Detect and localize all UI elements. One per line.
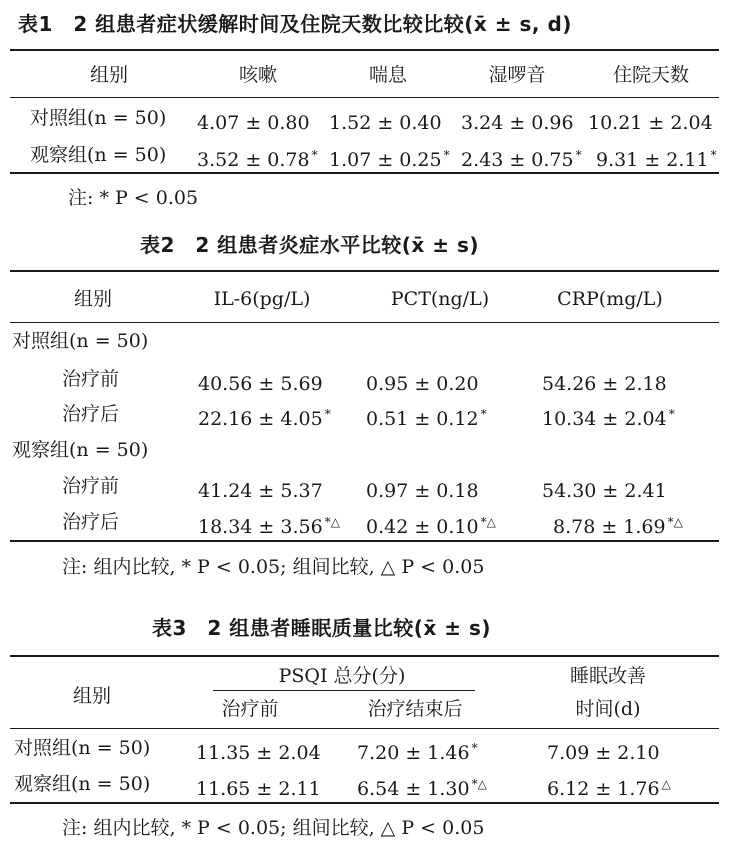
table3-note: 注: 组内比较, * P < 0.05; 组间比较, △ P < 0.05 — [62, 817, 485, 839]
table1-top-rule — [10, 49, 719, 51]
table1-header-cough: 咳嗽 — [238, 64, 278, 86]
table2-cell: 10.34 ± 2.04 * — [542, 407, 675, 430]
table1-row-observe-group: 观察组(n = 50) — [30, 144, 167, 166]
table2-row-label: 治疗后 — [62, 511, 120, 533]
table1-cell: 3.24 ± 0.96 — [461, 112, 574, 134]
table2-bottom-rule — [10, 540, 719, 542]
table1-note: 注: * P < 0.05 — [68, 187, 199, 209]
table3-header-after: 治疗结束后 — [367, 698, 463, 720]
table3-psqi-underline — [213, 690, 475, 691]
table1-cell: 1.07 ± 0.25 * — [329, 148, 450, 171]
table2-cell: 0.97 ± 0.18 — [366, 480, 479, 502]
table1-header-wheeze: 喘息 — [368, 64, 408, 86]
table3-mid-rule — [10, 728, 719, 729]
table1-header-rales: 湿啰音 — [488, 64, 546, 86]
table1-header-stay: 住院天数 — [612, 64, 690, 86]
table1-cell: 9.31 ± 2.11 * — [596, 148, 717, 171]
table2-row-label: 治疗前 — [62, 475, 120, 497]
table3-cell: 7.20 ± 1.46 * — [357, 741, 478, 764]
table3-top-rule — [10, 655, 719, 657]
table3-row-observe-group: 观察组(n = 50) — [14, 773, 151, 795]
table3-cell: 11.65 ± 2.11 — [196, 778, 321, 800]
table1-title: 表1 2 组患者症状缓解时间及住院天数比较比较(x̄ ± s, d) — [18, 12, 572, 36]
table2-top-rule — [10, 270, 719, 272]
table1-cell: 4.07 ± 0.80 — [197, 112, 310, 134]
table3-title: 表3 2 组患者睡眠质量比较(x̄ ± s) — [152, 616, 492, 640]
table2-row-label: 治疗后 — [62, 403, 120, 425]
table2-cell: 0.95 ± 0.20 — [366, 373, 479, 395]
table1-cell: 10.21 ± 2.04 — [588, 112, 713, 134]
table2-row-label: 治疗前 — [62, 368, 120, 390]
table3-header-group: 组别 — [72, 685, 112, 707]
table3-cell: 6.12 ± 1.76 △ — [547, 777, 671, 800]
table3-cell: 6.54 ± 1.30 *△ — [357, 777, 487, 800]
table2-header-group: 组别 — [73, 288, 113, 310]
table3-header-before: 治疗前 — [221, 698, 279, 720]
table2-note: 注: 组内比较, * P < 0.05; 组间比较, △ P < 0.05 — [62, 556, 485, 578]
table1-cell: 2.43 ± 0.75 * — [461, 148, 582, 171]
table2-header-pct: PCT(ng/L) — [390, 288, 490, 310]
table2-cell: 41.24 ± 5.37 — [198, 480, 323, 502]
table2-cell: 0.42 ± 0.10 *△ — [366, 515, 496, 538]
table2-group-observe: 观察组(n = 50) — [12, 439, 149, 461]
table2-header-crp: CRP(mg/L) — [557, 288, 663, 310]
table2-cell: 18.34 ± 3.56 *△ — [198, 515, 340, 538]
table3-bottom-rule — [10, 802, 719, 804]
table1-bottom-rule — [10, 172, 719, 174]
table3-cell: 11.35 ± 2.04 — [196, 742, 321, 764]
table3-cell: 7.09 ± 2.10 — [547, 742, 660, 764]
table2-title: 表2 2 组患者炎症水平比较(x̄ ± s) — [140, 233, 480, 257]
table3-header-psqi: PSQI 总分(分) — [278, 665, 406, 687]
table1-cell: 3.52 ± 0.78 * — [197, 148, 318, 171]
table3-row-control-group: 对照组(n = 50) — [14, 737, 151, 759]
table2-mid-rule — [10, 322, 719, 323]
table2-cell: 0.51 ± 0.12 * — [366, 407, 487, 430]
table1-header-group: 组别 — [89, 64, 129, 86]
table2-cell: 8.78 ± 1.69 *△ — [553, 515, 683, 538]
table3-header-sleep-2: 时间(d) — [575, 698, 641, 720]
table3-header-sleep-1: 睡眠改善 — [569, 665, 647, 687]
table2-group-control: 对照组(n = 50) — [12, 330, 149, 352]
table1-cell: 1.52 ± 0.40 — [329, 112, 442, 134]
table1-row-control-group: 对照组(n = 50) — [30, 107, 167, 129]
table1-mid-rule — [10, 97, 719, 98]
table2-header-il6: IL-6(pg/L) — [213, 288, 311, 310]
table2-cell: 40.56 ± 5.69 — [198, 373, 323, 395]
table2-cell: 22.16 ± 4.05 * — [198, 407, 331, 430]
table2-cell: 54.30 ± 2.41 — [542, 480, 667, 502]
table2-cell: 54.26 ± 2.18 — [542, 373, 667, 395]
